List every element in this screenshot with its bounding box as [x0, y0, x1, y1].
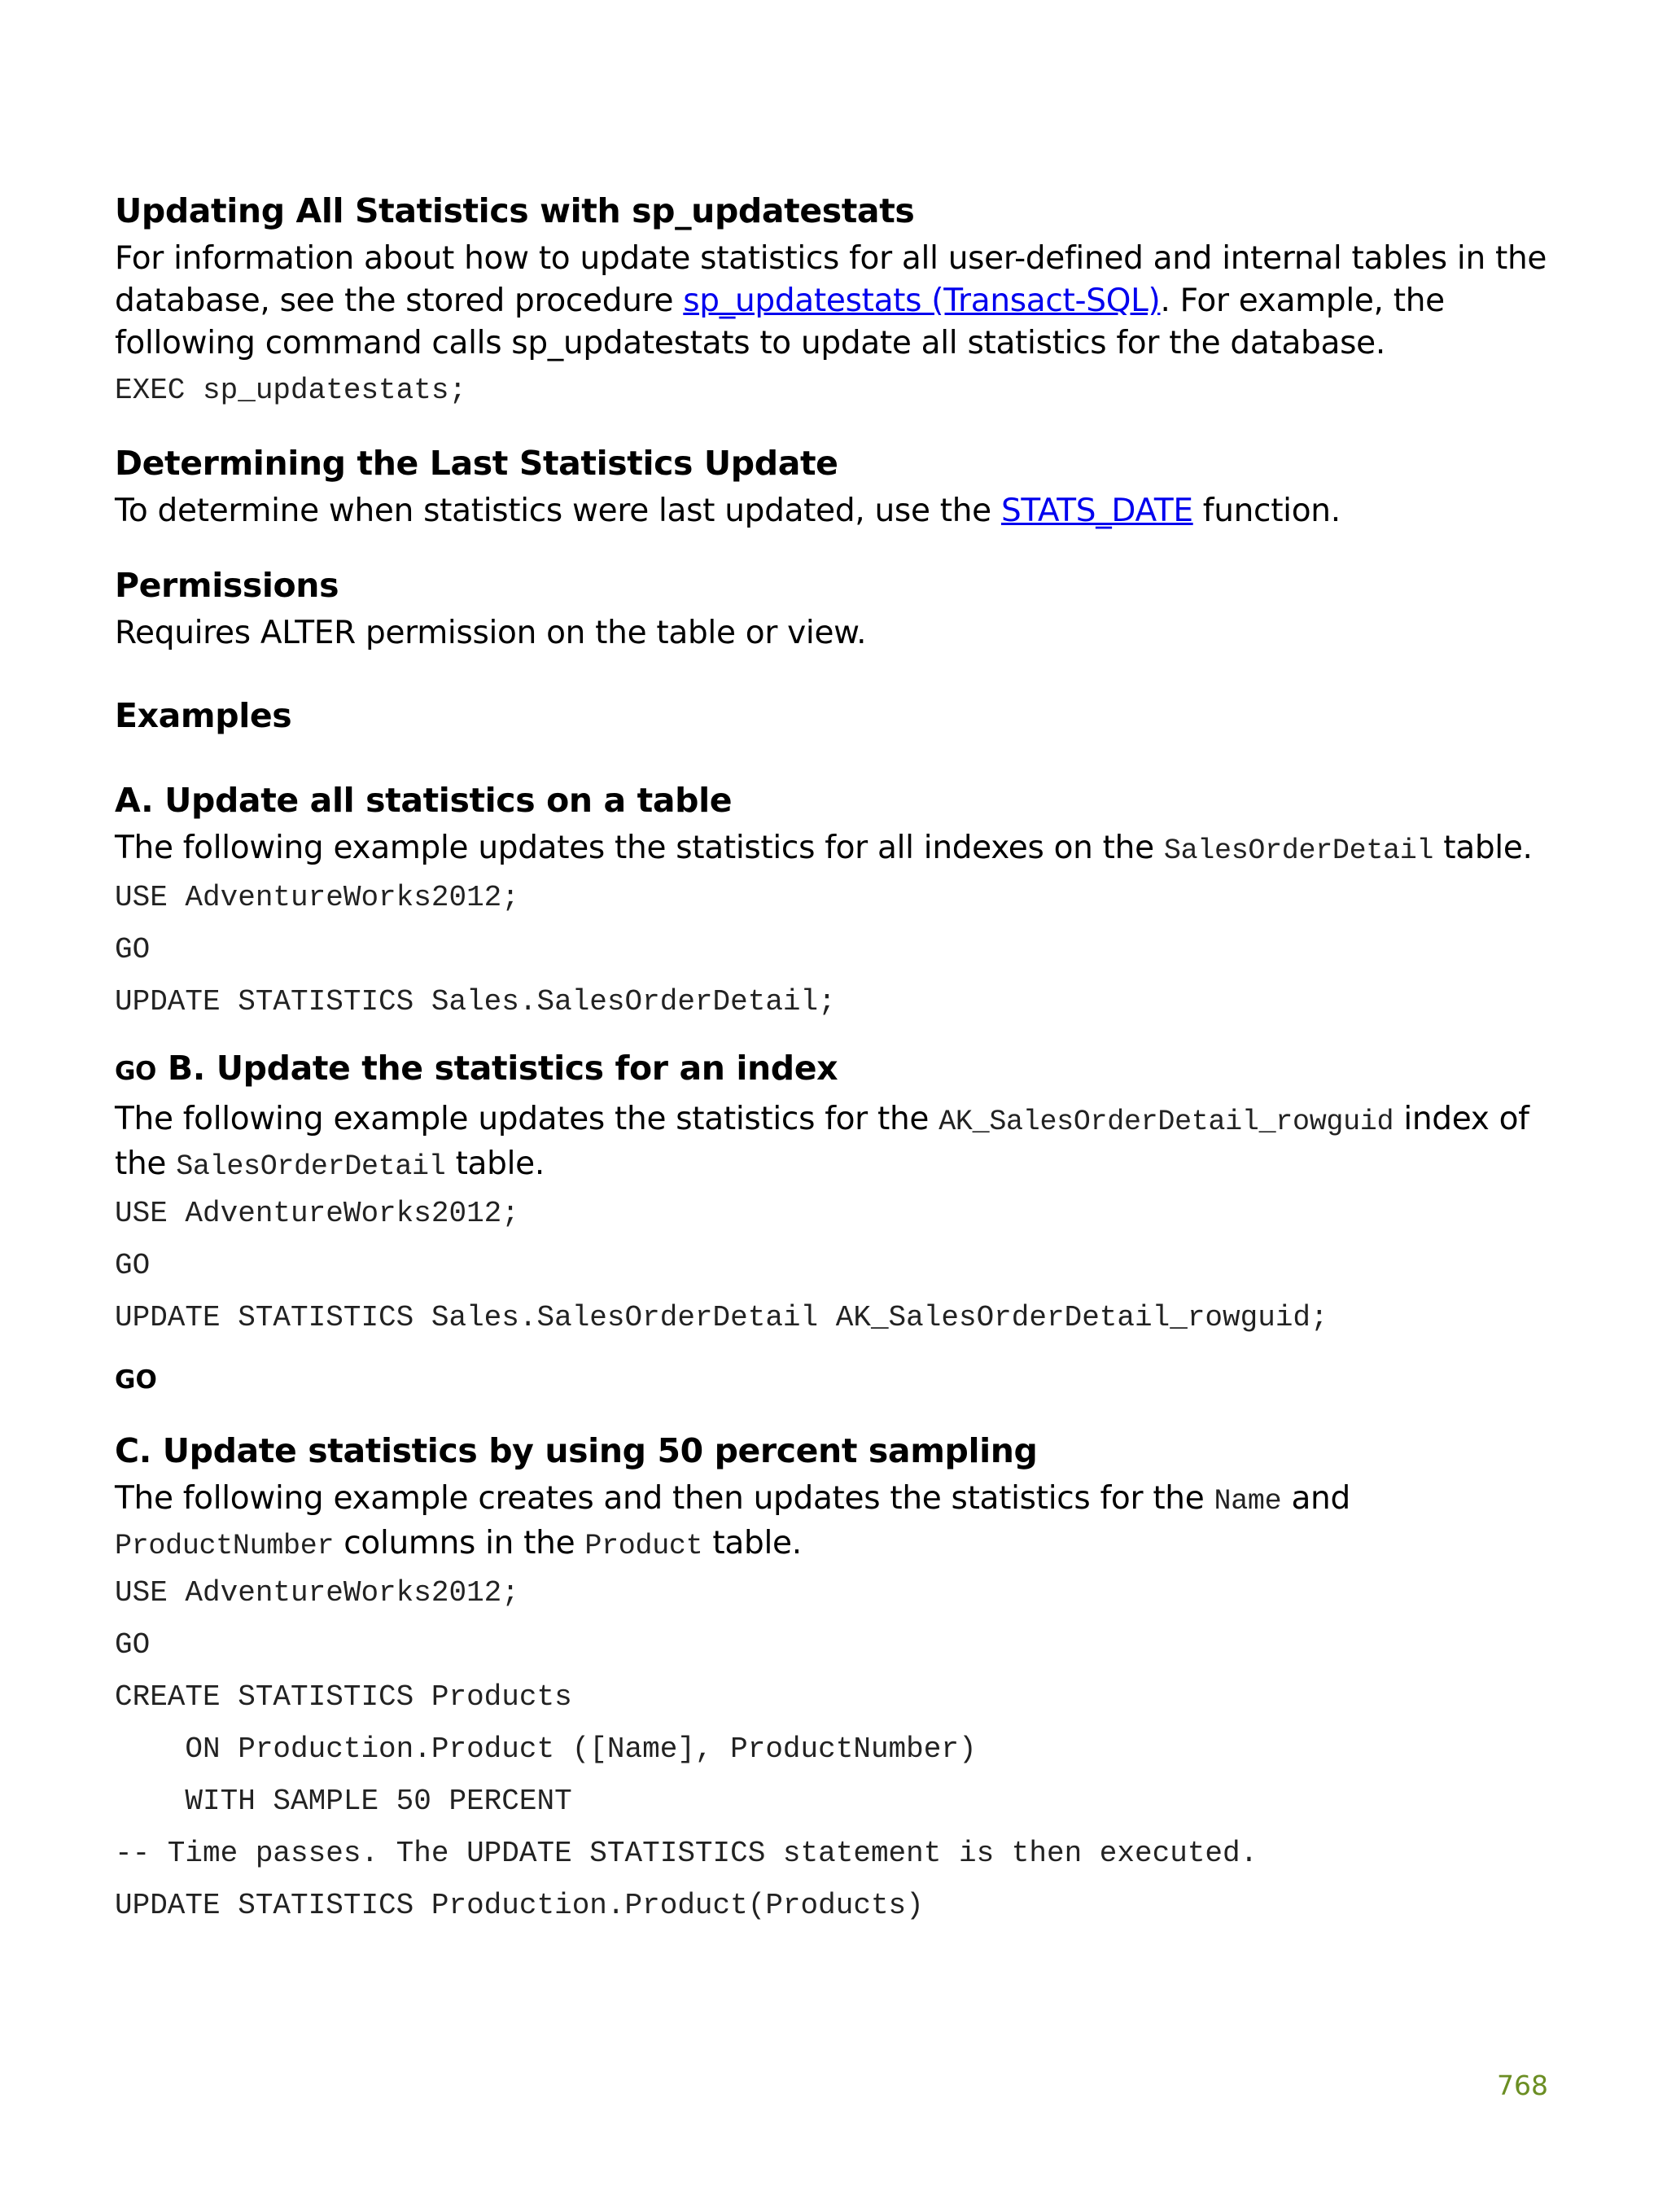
- inline-code: SalesOrderDetail: [1163, 834, 1434, 867]
- code-line: ON Production.Product ([Name], ProductNumber): [115, 1732, 977, 1766]
- code-line: GO: [115, 1628, 151, 1662]
- page-number: 768: [1497, 2070, 1548, 2101]
- paragraph-example-c: [115, 1478, 1564, 1567]
- inline-code: Name: [1214, 1485, 1282, 1518]
- code-line: USE AdventureWorks2012;: [115, 1576, 519, 1610]
- code-line: USE AdventureWorks2012;: [115, 1197, 519, 1230]
- paragraph-text: table.: [1433, 830, 1533, 866]
- code-line: UPDATE STATISTICS Sales.SalesOrderDetail AK_SalesOrderDetail_rowguid;: [115, 1301, 1328, 1334]
- link-stats-date[interactable]: STATS_DATE: [1000, 493, 1193, 529]
- paragraph-text: and: [1281, 1480, 1350, 1517]
- code-line: WITH SAMPLE 50 PERCENT: [115, 1785, 572, 1818]
- paragraph-stats-date: [115, 490, 1564, 532]
- heading-text: B. Update the statistics for an index: [167, 1049, 838, 1088]
- paragraph-text: To determine when statistics were last updated, use the: [115, 493, 1001, 529]
- heading-examples: Examples: [115, 696, 292, 735]
- inline-code: AK_SalesOrderDetail_rowguid: [939, 1106, 1394, 1138]
- code-line: UPDATE STATISTICS Sales.SalesOrderDetail;: [115, 985, 836, 1018]
- paragraph-text: . For example, the following command calls sp_updatestats to update all statistics for the database.: [115, 283, 1445, 361]
- paragraph-text: function.: [1192, 493, 1341, 529]
- paragraph-text: index of the: [115, 1101, 1529, 1182]
- heading-updating-all-statistics: Updating All Statistics with sp_updatestats: [115, 191, 915, 230]
- paragraph-text: The following example creates and then updates the statistics for the: [115, 1480, 1214, 1517]
- code-line: CREATE STATISTICS Products: [115, 1680, 572, 1714]
- code-line: USE AdventureWorks2012;: [115, 881, 519, 914]
- code-go: GO: [115, 1365, 157, 1395]
- page-content: [115, 189, 1564, 1932]
- heading-permissions: Permissions: [115, 566, 339, 605]
- paragraph-text: table.: [445, 1145, 545, 1182]
- paragraph-example-b: [115, 1098, 1564, 1188]
- paragraph-text: The following example updates the statistics for all indexes on the: [115, 830, 1164, 866]
- paragraph-text: The following example updates the statistics for the: [115, 1101, 939, 1137]
- heading-last-statistics-update: Determining the Last Statistics Update: [115, 444, 838, 483]
- code-line: GO: [115, 1249, 151, 1282]
- code-line: UPDATE STATISTICS Production.Product(Products): [115, 1889, 924, 1922]
- paragraph-text: columns in the: [334, 1525, 585, 1562]
- inline-code: Product: [584, 1530, 703, 1562]
- code-line: GO: [115, 933, 151, 966]
- code-line: -- Time passes. The UPDATE STATISTICS statement is then executed.: [115, 1837, 1258, 1870]
- code-line: EXEC sp_updatestats;: [115, 374, 467, 407]
- heading-example-b: [115, 1046, 1564, 1093]
- heading-example-c: C. Update statistics by using 50 percent sampling: [115, 1431, 1038, 1470]
- paragraph-permissions: Requires ALTER permission on the table or view.: [115, 615, 867, 651]
- paragraph-text: table.: [702, 1525, 802, 1562]
- paragraph-text: For information about how to update statistics for all user-defined and internal tables in the database, see the stored procedure: [115, 240, 1547, 319]
- code-go: GO: [115, 1057, 156, 1086]
- inline-code: ProductNumber: [115, 1530, 335, 1562]
- paragraph-updatestats: [115, 238, 1564, 365]
- inline-code: SalesOrderDetail: [176, 1150, 446, 1183]
- link-sp-updatestats[interactable]: sp_updatestats (Transact-SQL): [683, 283, 1161, 319]
- paragraph-example-a: [115, 827, 1564, 872]
- heading-example-a: A. Update all statistics on a table: [115, 781, 733, 820]
